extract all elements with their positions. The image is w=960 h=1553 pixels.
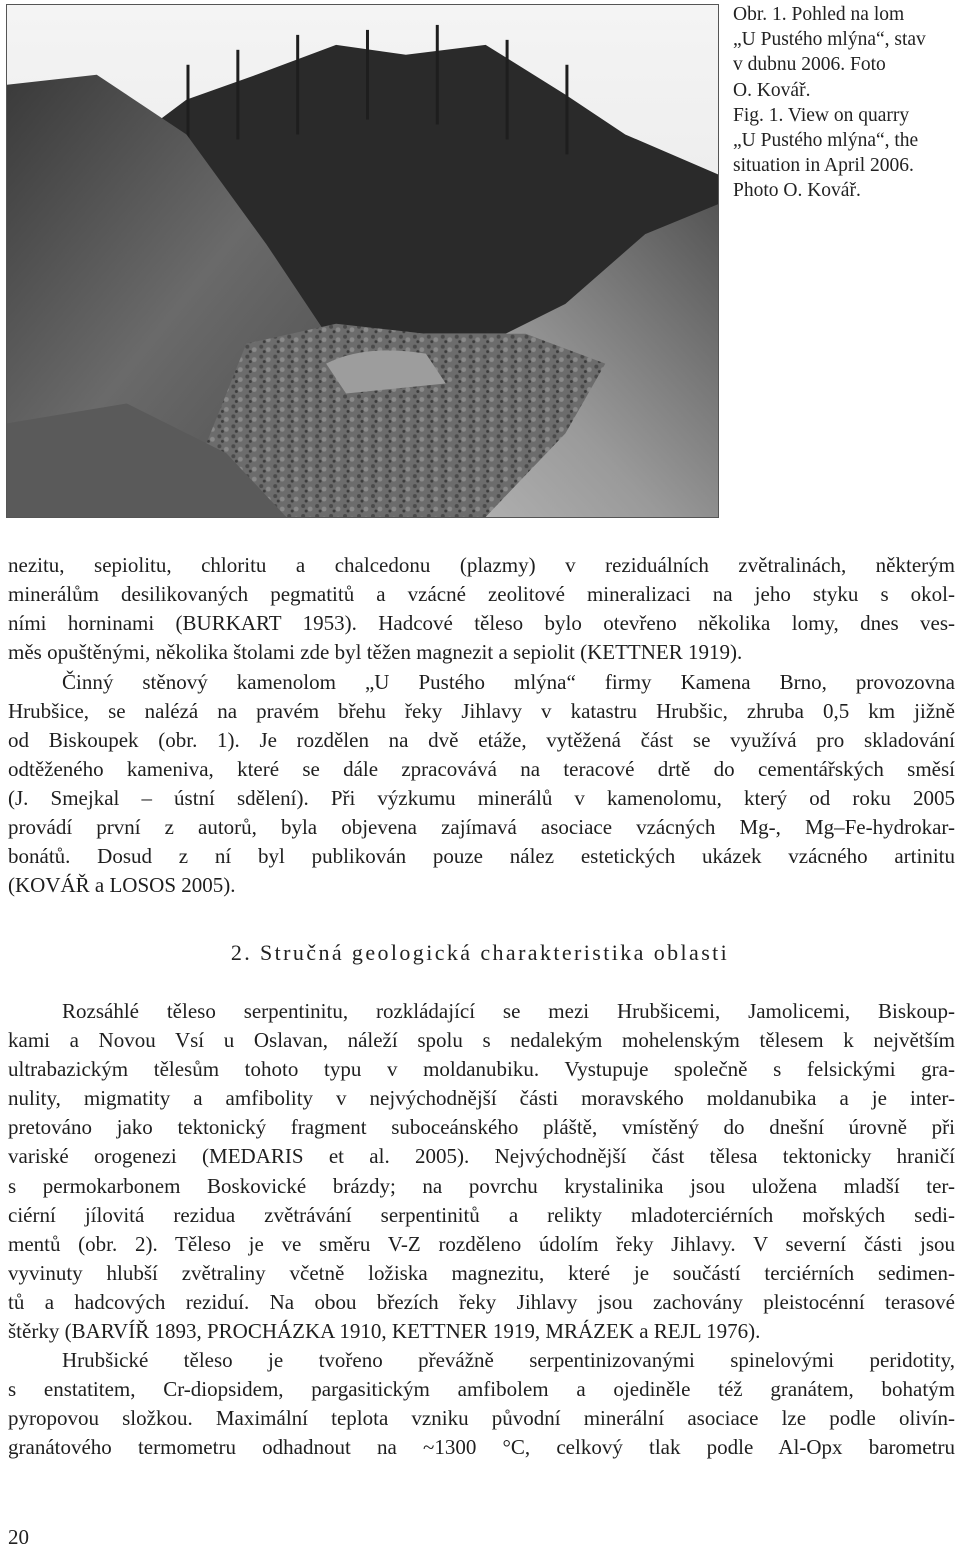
caption-line: Photo O. Kovář. <box>733 180 861 202</box>
text-line: granátového termometru odhadnout na ~1300 °C, celkový tlak podle Al-Opx barometru <box>8 1435 955 1460</box>
text-line: pyropovou složkou. Maximální teplota vzniku původní minerální asociace lze podle olivín- <box>8 1406 955 1431</box>
text-line: štěrky (BARVÍŘ 1893, PROCHÁZKA 1910, KETTNER 1919, MRÁZEK a REJL 1976). <box>8 1319 761 1344</box>
caption-line: situation in April 2006. <box>733 155 914 177</box>
text-line: provádí první z autorů, byla objevena zajímavá asociace vzácných Mg-, Mg–Fe-hydrokar- <box>8 814 955 839</box>
text-line: nulity, migmatity a amfibolity v nejvýchodnější části moravského moldanubika a je inter- <box>8 1086 955 1111</box>
text-line: tů a hadcových reziduí. Na obou březích řeky Jihlavy jsou zachovány pleistocénní terasové <box>8 1289 955 1314</box>
section-heading: 2. Stručná geologická charakteristika oblasti <box>230 940 730 965</box>
text-line: s enstatitem, Cr-diopsidem, pargasitickým amfibolem a ojediněle též granátem, bohatým <box>8 1377 955 1402</box>
text-line: pretováno jako tektonický fragment suboceánského pláště, vmístěný do dnešní úrovně při <box>8 1115 955 1140</box>
text-line: minerálům desilikovaných pegmatitů a vzácné zeolitové mineralizaci na jeho styku s okol- <box>8 582 955 607</box>
text-line: nezitu, sepiolitu, chloritu a chalcedonu (plazmy) v reziduálních zvětralinách, některým <box>8 553 955 577</box>
paragraph-quarry <box>8 668 955 901</box>
caption-line: „U Pustého mlýna“, stav <box>733 29 926 51</box>
text-line: ultrabazickým tělesům tohoto typu v moldanubiku. Vystupuje společně s felsickými gra- <box>8 1057 955 1082</box>
page-number: 20 <box>8 1525 29 1549</box>
text-line: Činný stěnový kamenolom „U Pustého mlýna“ firmy Kamena Brno, provozovna <box>62 669 955 694</box>
text-line: s permokarbonem Boskovické brázdy; na povrchu krystalinika jsou uložena mladší ter- <box>8 1173 955 1198</box>
text-line: Hrubšické těleso je tvořeno převážně serpentinizovanými spinelovými peridotity, <box>62 1348 955 1372</box>
quarry-photo <box>6 4 719 518</box>
quarry-photo-image <box>7 5 718 517</box>
text-line: bonátů. Dosud z ní byl publikován pouze nález estetických ukázek vzácného artinitu <box>8 844 955 869</box>
figure-caption <box>733 2 955 204</box>
text-line: ciérní jílovitá rezidua zvětrávání serpentinitů a relikty mladoterciérních mořských sedi- <box>8 1202 955 1227</box>
caption-line: Fig. 1. View on quarry <box>733 104 910 126</box>
text-line: Rozsáhlé těleso serpentinitu, rozkládající se mezi Hrubšicemi, Jamolicemi, Biskoup- <box>62 999 955 1023</box>
text-line: vyvinuty hlubší zvětraliny včetně ložiska magnezitu, které je součástí terciérních sedimen- <box>8 1260 955 1285</box>
text-line: od Biskoupek (obr. 1). Je rozdělen na dvě etáže, vytěžená část se využívá pro skladování <box>8 727 955 752</box>
paragraph-continuation <box>8 551 955 667</box>
text-line: odtěženého kameniva, které se dále zpracovává na teracové drtě do cementářských směsí <box>8 756 955 781</box>
caption-line: O. Kovář. <box>733 79 811 101</box>
text-line: variské orogenezi (MEDARIS et al. 2005). Nejvýchodnější část tělesa tektonicky hraničí <box>8 1144 955 1169</box>
text-line: měs opuštěnými, několika štolami zde byl těžen magnezit a sepiolit (KETTNER 1919). <box>8 640 743 665</box>
caption-line: „U Pustého mlýna“, the <box>733 130 919 152</box>
text-line: mentů (obr. 2). Těleso je ve směru V-Z rozděleno údolím řeky Jihlavy. V severní části jsou <box>8 1231 955 1256</box>
caption-line: Obr. 1. Pohled na lom <box>733 4 905 25</box>
text-line: Hrubšice, se nalézá na pravém břehu řeky Jihlavy v katastru Hrubšic, zhruba 0,5 km jižně <box>8 698 955 723</box>
text-line: (KOVÁŘ a LOSOS 2005). <box>8 873 236 898</box>
text-line: ními horninami (BURKART 1953). Hadcové těleso bylo otevřeno několika lomy, dnes ves- <box>8 611 955 636</box>
text-line: (J. Smejkal – ústní sdělení). Při výzkumu minerálů v kamenolomu, který od roku 2005 <box>8 785 955 810</box>
paragraph-petrology <box>8 1346 955 1462</box>
text-line: kami a Novou Vsí u Oslavan, náleží spolu s nedalekým mohelenským tělesem k největším <box>8 1028 955 1053</box>
caption-line: v dubnu 2006. Foto <box>733 54 886 76</box>
paragraph-geology <box>8 997 955 1346</box>
